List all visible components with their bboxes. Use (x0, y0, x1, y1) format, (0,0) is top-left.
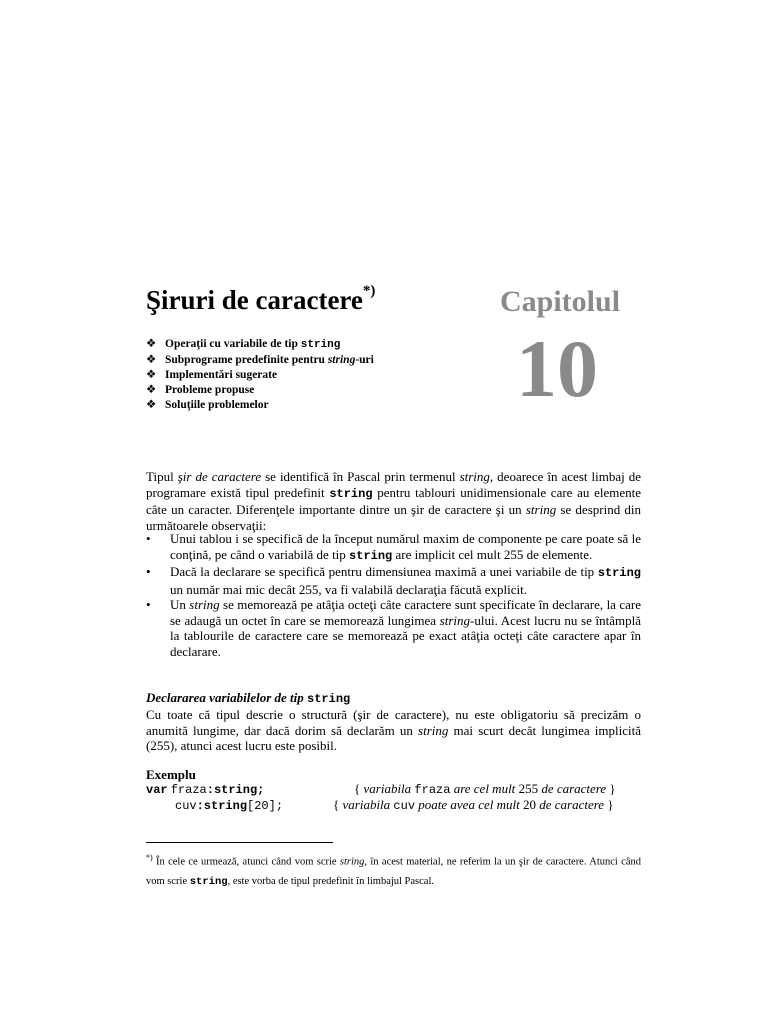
list-item: • Unui tablou i se specifică de la început numărul maxim de componente pe care poate să le conţină, pe când o variabilă de tip string are implicit cel mult 255 de elemente. (146, 531, 641, 564)
chapter-contents (146, 337, 374, 413)
chapter-title: Şiruri de caractere*) (146, 283, 376, 315)
toc-item: ❖ Probleme propuse (146, 384, 255, 396)
chapter-number: 10 (516, 323, 598, 414)
toc-item: ❖ Implementări sugerate (146, 369, 278, 381)
observations-list (146, 531, 641, 659)
diamond-bullet-icon: ❖ (146, 354, 157, 366)
toc-item: ❖ Soluţiile problemelor (146, 399, 269, 411)
list-item: • Dacă la declarare se specifică pentru dimensiunea maximă a unei variabile de tip string un număr mai mic decât 255, va fi valabilă declaraţia făcută explicit. (146, 564, 641, 597)
code-line-1: var fraza:string; (146, 783, 265, 797)
toc-item: ❖ Subprograme predefinite pentru string-uri (146, 354, 374, 366)
toc-item: ❖ Operaţii cu variabile de tip string (146, 338, 341, 351)
title-footnote-mark: *) (362, 283, 376, 299)
code-line-2: cuv:string[20]; (175, 799, 284, 813)
section-heading: Declararea variabilelor de tip string (146, 690, 351, 706)
footnote: *) În cele ce urmează, atunci când vom scrie string, în acest material, ne referim la un şir de caractere. Atunci când vom scrie string, este vorba de tipul predefinit în limbajul Pascal. (146, 853, 641, 888)
list-item: • Un string se memorează pe atâţia octeţi câte caractere sunt specificate în declarare, la care se adaugă un octet în care se memorează lungimea string-ului. Acest lucru nu se întâmplă la tablourile de caractere care se memorează pe exact atâţia octeţi câte caractere apar în declarare. (146, 597, 641, 659)
example-heading: Exemplu (146, 767, 196, 782)
diamond-bullet-icon: ❖ (146, 369, 157, 381)
code-comment-1: { variabila fraza are cel mult 255 de caractere } (354, 781, 616, 797)
section-paragraph: Cu toate că tipul descrie o structură (şir de caractere), nu este obligatoriu să precizăm o anumită lungime, dar dacă dorim să declarăm un string mai scurt decât lungimea implicită (255), atunci acest lucru este posibil. (146, 707, 642, 753)
code-comment-2: { variabila cuv poate avea cel mult 20 de caractere } (333, 797, 614, 813)
diamond-bullet-icon: ❖ (146, 338, 157, 350)
intro-paragraph: Tipul şir de caractere se identifică în Pascal prin termenul string, deoarece în acest limbaj de programare există tipul predefinit string pentru tablouri unidimensionale care au elemente câte un caracter. Diferenţele importante dintre un şir de caractere şi un string se desprind din următoarele observaţii: (146, 469, 641, 533)
diamond-bullet-icon: ❖ (146, 384, 157, 396)
footnote-divider (146, 842, 333, 843)
chapter-label: Capitolul (500, 285, 621, 318)
diamond-bullet-icon: ❖ (146, 399, 157, 411)
